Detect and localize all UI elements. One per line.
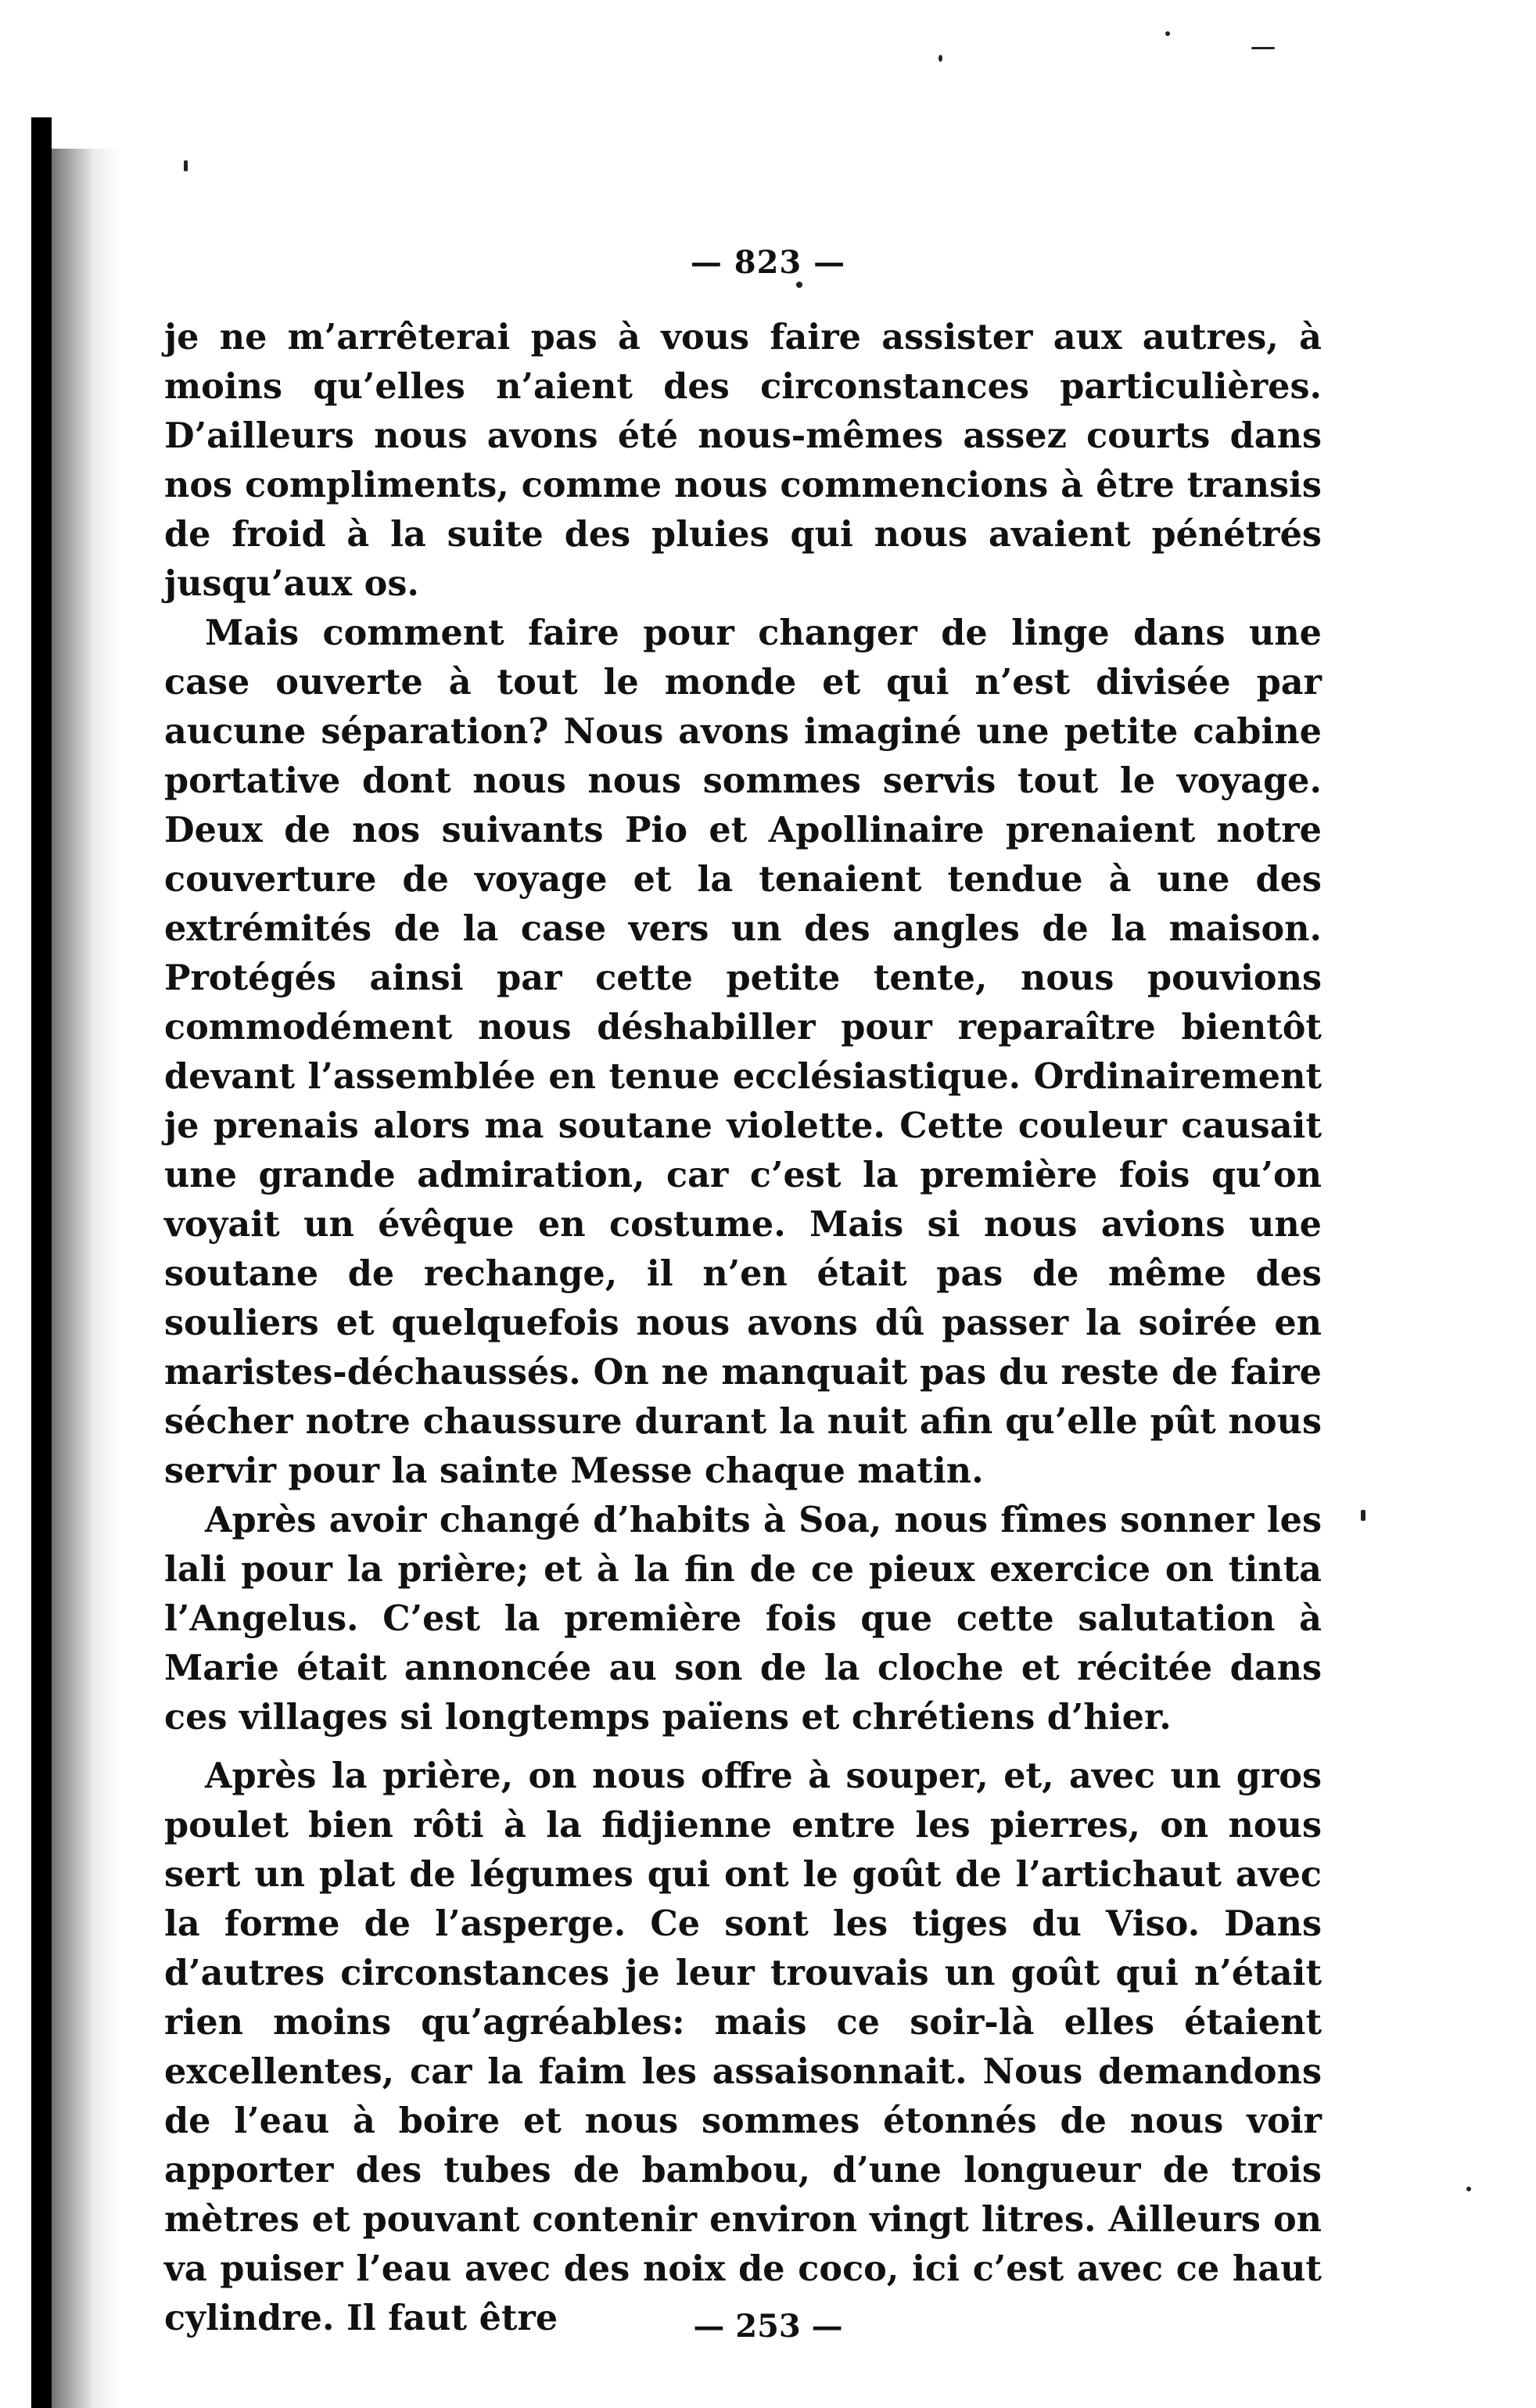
scan-speck xyxy=(1466,2187,1471,2191)
scan-speck xyxy=(1165,31,1170,36)
binding-shadow xyxy=(52,149,122,2408)
body-text xyxy=(164,313,1322,2343)
scan-speck xyxy=(1251,47,1275,49)
scan-speck xyxy=(938,55,942,62)
scan-speck xyxy=(1361,1510,1366,1521)
page-number-top: — 823 — xyxy=(690,244,846,281)
paragraph-2: Mais comment faire pour changer de linge dans une case ouverte à tout le monde et qui n’est divisée par aucune séparation? Nous avons imaginé une petite cabine portative dont nous nous sommes servis tout le voyage. Deux de nos suivants Pio et Apollinaire prenaient notre couverture de voyage et la tenaient tendue à une des extrémités de la case vers un des angles de la maison. Protégés ainsi par cette petite tente, nous pouvions commodément nous déshabiller pour reparaître bientôt devant l’assemblée en tenue ecclésiastique. Ordinairement je prenais alors ma soutane violette. Cette couleur causait une grande admiration, car c’est la première fois qu’on voyait un évêque en costume. Mais si nous avions une soutane de rechange, il n’en était pas de même des souliers et quelquefois nous avons dû passer la soirée en maristes-déchaussés. On ne manquait pas du reste de faire sécher notre chaussure durant la nuit afin qu’elle pût nous servir pour la sainte Messe chaque matin. xyxy=(164,613,1322,1491)
scan-speck xyxy=(796,282,802,288)
paragraph-3: Après avoir changé d’habits à Soa, nous fîmes sonner les lali pour la prière; et à la fin de ce pieux exercice on tinta l’Angelus. C’est la première fois que cette salutation à Marie était annoncée au son de la cloche et récitée dans ces villages si longtemps païens et chrétiens d’hier. xyxy=(164,1500,1322,1738)
page-number-bottom: — 253 — xyxy=(693,2308,843,2345)
binding-edge xyxy=(31,117,52,2408)
paragraph-1: je ne m’arrêterai pas à vous faire assister aux autres, à moins qu’elles n’aient des circonstances particulières. D’ailleurs nous avons été nous-mêmes assez courts dans nos compliments, comme nous commencions à être transis de froid à la suite des pluies qui nous avaient pénétrés jusqu’aux os. xyxy=(164,317,1322,604)
scan-speck xyxy=(184,160,188,171)
paragraph-4: Après la prière, on nous offre à souper, et, avec un gros poulet bien rôti à la fidjienne entre les pierres, on nous sert un plat de légumes qui ont le goût de l’artichaut avec la forme de l’asperge. Ce sont les tiges du Viso. Dans d’autres circonstances je leur trouvais un goût qui n’était rien moins qu’agréables: mais ce soir-là elles étaient excellentes, car la faim les assaisonnait. Nous demandons de l’eau à boire et nous sommes étonnés de nous voir apporter des tubes de bambou, d’une longueur de trois mètres et pouvant contenir environ vingt litres. Ailleurs on va puiser l’eau avec des noix de coco, ici c’est avec ce haut cylindre. Il faut être xyxy=(164,1756,1322,2338)
